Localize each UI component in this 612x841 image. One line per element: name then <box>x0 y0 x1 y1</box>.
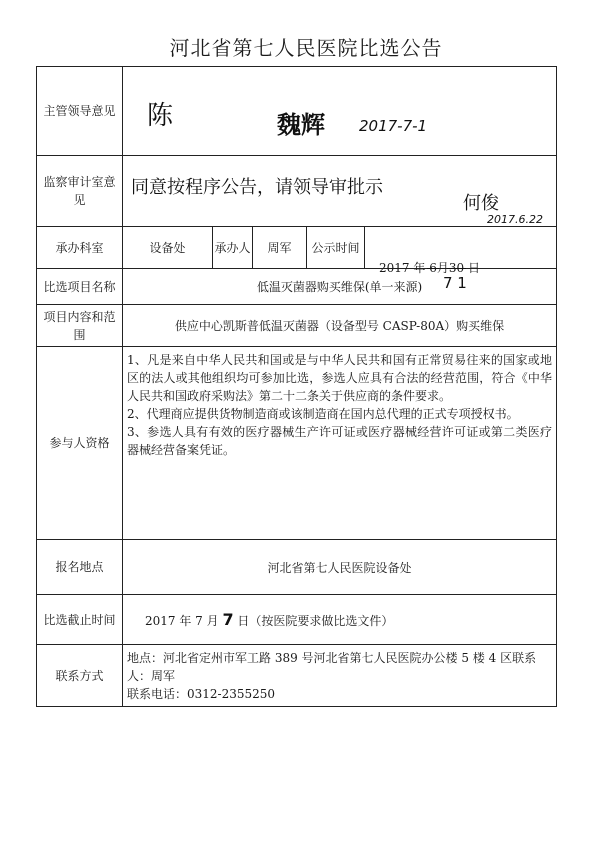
handler-value: 周军 <box>253 227 307 269</box>
notice-form-table <box>36 66 557 707</box>
publish-year: 2017 年 <box>379 260 426 275</box>
registration-location-label: 报名地点 <box>37 540 123 595</box>
deadline-value <box>123 595 557 645</box>
deadline-label: 比选截止时间 <box>37 595 123 645</box>
project-scope-label: 项目内容和范围 <box>37 305 123 347</box>
qualification-item: 1、凡是来自中华人民共和国或是与中华人民共和国有正常贸易往来的国家或地区的法人或其他组织均可参加比选，参选人应具有合法的经营范围，符合《中华人民共和国政府采购法》第二十二条关于供应商的条件要求。 <box>127 353 553 403</box>
publish-day-unit: 日 <box>467 260 480 275</box>
project-name-value: 低温灭菌器购买维保(单一来源) <box>123 269 557 305</box>
qualification-row <box>37 347 557 540</box>
publish-day-original: 30 <box>448 260 465 275</box>
department-value: 设备处 <box>123 227 213 269</box>
deadline-row <box>37 595 557 645</box>
qualification-label: 参与人资格 <box>37 347 123 540</box>
project-name-label: 比选项目名称 <box>37 269 123 305</box>
deadline-day-handwritten: 7 <box>222 610 234 629</box>
audit-opinion-label: 监察审计室意见 <box>37 156 123 227</box>
audit-handwritten-note: 同意按程序公告，请领导审批示 <box>131 177 383 198</box>
deadline-suffix: 日（按医院要求做比选文件） <box>233 614 394 628</box>
leader-opinion-label: 主管领导意见 <box>37 67 123 156</box>
contact-address: 地点：河北省定州市军工路 389 号河北省第七人民医院办公楼 5 楼 4 区联系人：周军 <box>127 650 537 683</box>
leader-signature-1: 陈 <box>147 101 174 131</box>
contact-content <box>123 645 557 707</box>
contact-label: 联系方式 <box>37 645 123 707</box>
publish-time-label: 公示时间 <box>307 227 365 269</box>
registration-location-row <box>37 540 557 595</box>
publish-time-value <box>365 227 557 292</box>
contact-row <box>37 645 557 707</box>
leader-opinion-cell <box>123 67 557 156</box>
audit-opinion-row <box>37 156 557 227</box>
publish-date-correction: 7 1 <box>443 273 467 292</box>
handler-label: 承办人 <box>213 227 253 269</box>
contact-phone: 联系电话：0312-2355250 <box>127 686 276 701</box>
publish-month-original: 6 <box>429 260 437 275</box>
department-row <box>37 227 557 269</box>
leader-signature-date: 2017-7-1 <box>359 117 428 135</box>
publish-month-unit: 月 <box>436 260 449 275</box>
project-scope-value: 供应中心凯斯普低温灭菌器（设备型号 CASP-80A）购买维保 <box>123 305 557 347</box>
qualification-item: 3、参选人具有有效的医疗器械生产许可证或医疗器械经营许可证或第二类医疗器械经营备案凭证。 <box>127 425 553 457</box>
qualification-content <box>123 347 557 540</box>
audit-opinion-cell <box>123 156 557 227</box>
audit-signature: 何俊 <box>463 193 499 214</box>
audit-signature-date: 2017.6.22 <box>487 213 543 226</box>
qualification-item: 2、代理商应提供货物制造商或该制造商在国内总代理的正式专项授权书。 <box>127 407 519 421</box>
notice-title: 河北省第七人民医院比选公告 <box>169 36 443 60</box>
department-label: 承办科室 <box>37 227 123 269</box>
leader-signature-2: 魏辉 <box>277 111 325 139</box>
project-scope-row <box>37 305 557 347</box>
deadline-prefix: 2017 年 7 月 <box>145 614 223 628</box>
leader-opinion-row <box>37 67 557 156</box>
registration-location-value: 河北省第七人民医院设备处 <box>123 540 557 595</box>
